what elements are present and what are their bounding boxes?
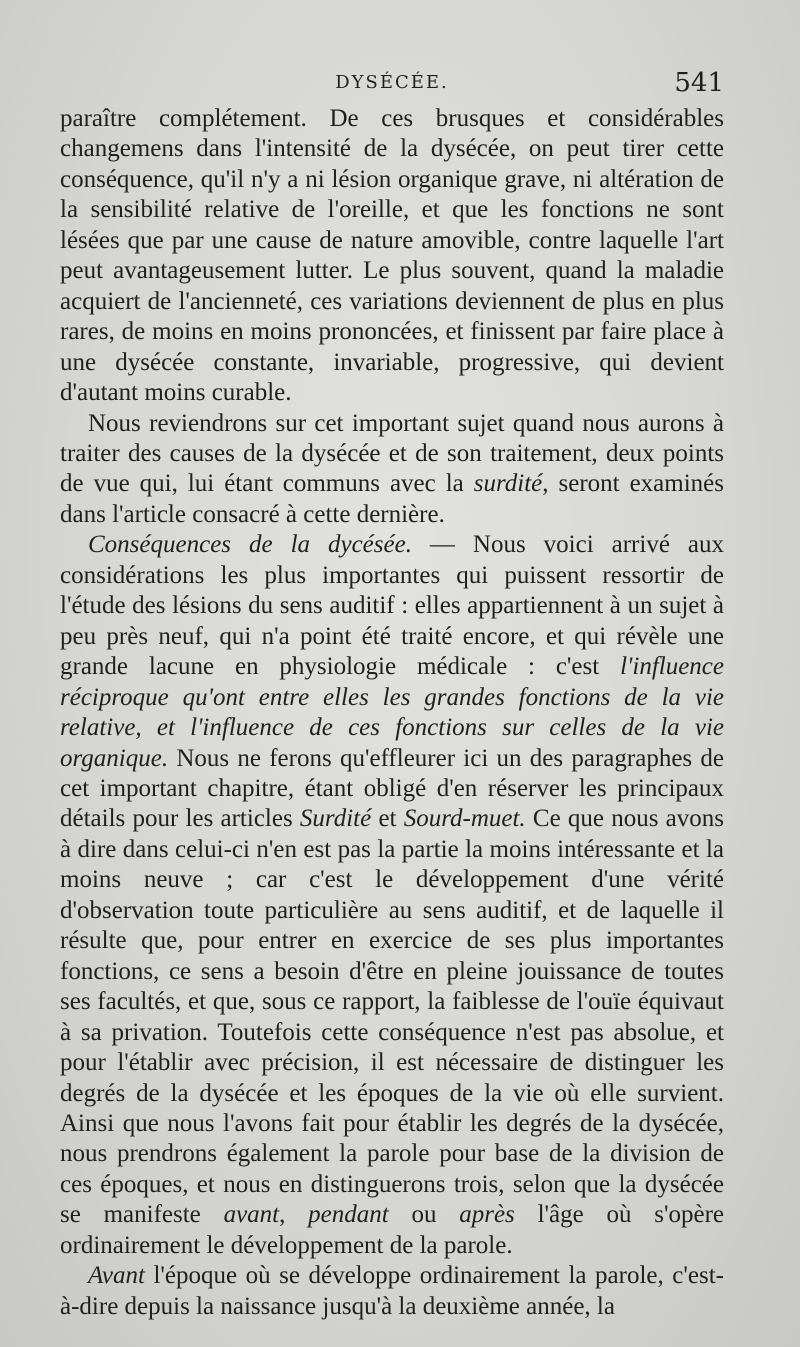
paragraph-text: Ce que nous avons à dire dans celui-ci n'en est pas la partie la moins intéressante et la moins neuve ; car c'est le développement d'une vérité d'observation toute particulière au sens auditif, et de laquelle il résulte que, pour entrer en exercice de ses plus importantes fonctions, ce sens a besoin d'être en pleine jouissance de toutes ses facultés, et que, sous ce rapport, la faiblesse de l'ouïe équivaut à sa privation. Toutefois cette conséquence n'est pas absolue, et pour l'établir avec précision, il est nécessaire de distinguer les degrés de la dysécée et les époques de la vie où elle survient. Ainsi que nous l'avons fait pour établir les degrés de la dysécée, nous prendrons également la parole pour base de la division de ces époques, et nous en distinguerons trois, selon que la dysécée se manifeste: [60, 805, 724, 1229]
paragraph-text: ,: [279, 1201, 309, 1229]
italic-term: Avant: [88, 1262, 145, 1290]
italic-term: avant: [223, 1201, 280, 1229]
paragraph-text: — Nous voici arrivé aux considérations les plus importantes qui puissent ressortir de l'étude des lésions du sens auditif : elles appartiennent à un sujet à peu près neuf, qui n'a point été traité encore, et qui révèle une grande lacune en physiologie médicale : c'est: [60, 531, 724, 681]
paragraph-text: , seront examinés dans l'article consacré à cette dernière.: [60, 470, 724, 528]
section-heading: Conséquences de la dycésée.: [88, 531, 412, 559]
italic-term: surdité: [473, 470, 543, 498]
paragraph-3: [60, 530, 724, 1261]
page-header: [60, 68, 724, 104]
paragraph-4: [60, 1261, 724, 1322]
italic-term: après: [459, 1201, 515, 1229]
body-text: [60, 104, 724, 1322]
paragraph-text: et: [371, 805, 404, 833]
paragraph-text: l'époque où se développe ordinairement la parole, c'est-à-dire depuis la naissance jusqu'à la deuxième année, la: [60, 1262, 724, 1320]
italic-phrase: l'influence réciproque qu'ont entre elles les grandes fonctions de la vie relative, et l'influence de ces fonctions sur celles de la vie organique.: [60, 653, 724, 772]
paragraph-text: Nous ne ferons qu'effleurer ici un des paragraphes de cet important chapitre, étant obligé d'en réserver les principaux détails pour les articles: [60, 744, 724, 833]
page-number: 541: [674, 68, 724, 98]
italic-term: pendant: [308, 1201, 389, 1229]
paragraph-text: l'âge où s'opère ordinairement le développement de la parole.: [60, 1201, 725, 1259]
article-reference: Sourd-muet.: [403, 805, 526, 833]
article-reference: Surdité: [299, 805, 372, 833]
paragraph-2: [60, 409, 724, 531]
paragraph-text: ou: [388, 1201, 460, 1229]
running-head: DYSÉCÉE.: [335, 72, 449, 93]
paragraph-text: Nous reviendrons sur cet important sujet quand nous aurons à traiter des causes de la dysécée et de son traitement, deux points de vue qui, lui étant communs avec la: [60, 409, 724, 498]
paragraph-1: [60, 104, 724, 409]
paragraph-text: paraître complétement. De ces brusques et considérables changemens dans l'intensité de la dysécée, on peut tirer cette conséquence, qu'il n'y a ni lésion organique grave, ni altération de la sensibilité relative de l'oreille, et que les fonctions ne sont lésées que par une cause de nature amovible, contre laquelle l'art peut avantageusement lutter. Le plus souvent, quand la maladie acquiert de l'ancienneté, ces variations deviennent de plus en plus rares, de moins en moins prononcées, et finissent par faire place à une dysécée constante, invariable, progressive, qui devient d'autant moins curable.: [60, 105, 724, 407]
